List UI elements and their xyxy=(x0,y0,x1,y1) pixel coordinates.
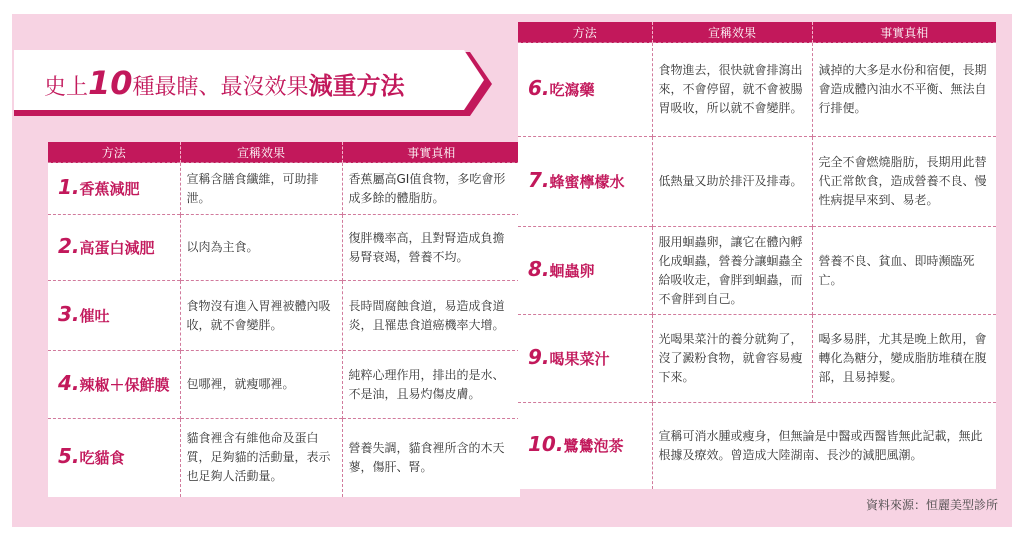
claim-cell: 光喝果菜汁的養分就夠了，沒了澱粉食物，就會容易瘦下來。 xyxy=(652,315,812,403)
claim-cell: 包哪裡，就瘦哪裡。 xyxy=(180,351,342,419)
page-title xyxy=(44,64,405,102)
table-header-row xyxy=(518,22,996,43)
table-row xyxy=(48,351,520,419)
claim-cell: 低熱量又助於排汗及排毒。 xyxy=(652,137,812,227)
table-header-row xyxy=(48,142,520,163)
method-name: 5.吃貓食 xyxy=(48,419,180,497)
header-method: 方法 xyxy=(48,142,180,163)
fact-cell: 完全不會燃燒脂肪，長期用此替代正常飲食，造成營養不良、慢性病提早來到、易老。 xyxy=(812,137,996,227)
method-name: 3.催吐 xyxy=(48,281,180,351)
claim-cell: 食物沒有進入胃裡被體內吸收，就不會變胖。 xyxy=(180,281,342,351)
header-claim: 宣稱效果 xyxy=(652,22,812,43)
table-row xyxy=(48,215,520,281)
title-number: 10 xyxy=(88,64,133,102)
method-name: 2.高蛋白減肥 xyxy=(48,215,180,281)
table-row xyxy=(518,227,996,315)
table-row xyxy=(518,315,996,403)
table-row xyxy=(48,163,520,215)
table-row xyxy=(518,403,996,489)
method-name: 1.香蕉減肥 xyxy=(48,163,180,215)
claim-cell: 貓食裡含有維他命及蛋白質，足夠貓的活動量，表示也足夠人活動量。 xyxy=(180,419,342,497)
method-name: 8.蛔蟲卵 xyxy=(518,227,652,315)
fact-cell: 喝多易胖，尤其是晚上飲用，會轉化為糖分，變成脂肪堆積在腹部，且易掉髮。 xyxy=(812,315,996,403)
title-strong: 減重方法 xyxy=(308,72,405,100)
claim-cell: 宣稱含膳食纖維，可助排泄。 xyxy=(180,163,342,215)
claim-cell: 服用蛔蟲卵，讓它在體內孵化成蛔蟲，營養分讓蛔蟲全給吸收走，會胖到蛔蟲，而不會胖到自己。 xyxy=(652,227,812,315)
methods-table-right xyxy=(518,22,996,489)
claim-cell: 以肉為主食。 xyxy=(180,215,342,281)
header-claim: 宣稱效果 xyxy=(180,142,342,163)
fact-cell: 復胖機率高，且對腎造成負擔易腎衰竭，營養不均。 xyxy=(342,215,520,281)
table-row xyxy=(518,43,996,137)
header-fact: 事實真相 xyxy=(342,142,520,163)
header-method: 方法 xyxy=(518,22,652,43)
table-row xyxy=(48,419,520,497)
fact-cell: 香蕉屬高GI值食物，多吃會形成多餘的體脂肪。 xyxy=(342,163,520,215)
fact-cell: 營養不良、貧血、即時瀕臨死亡。 xyxy=(812,227,996,315)
methods-table-left xyxy=(48,142,520,497)
fact-cell: 營養失調，貓食裡所含的木天蓼，傷肝、腎。 xyxy=(342,419,520,497)
table-row xyxy=(48,281,520,351)
claim-cell: 食物進去，很快就會排瀉出來，不會停留，就不會被腸胃吸收，所以就不會變胖。 xyxy=(652,43,812,137)
method-name: 4.辣椒＋保鮮膜 xyxy=(48,351,180,419)
source-note: 資料來源：恒麗美型診所 xyxy=(865,498,998,512)
fact-cell: 減掉的大多是水份和宿便，長期會造成體內油水不平衡、無法自行排便。 xyxy=(812,43,996,137)
fact-cell: 純粹心理作用，排出的是水、不是油，且易灼傷皮膚。 xyxy=(342,351,520,419)
method-name: 10.鷺鷥泡茶 xyxy=(518,403,652,489)
claim-fact-cell: 宣稱可消水腫或瘦身，但無論是中醫或西醫皆無此記載，無此根據及療效。曾造成大陸湖南、長沙的減肥風潮。 xyxy=(652,403,996,489)
title-prefix: 史上 xyxy=(44,75,89,100)
header-fact: 事實真相 xyxy=(812,22,996,43)
title-middle: 種最瞎、最沒效果 xyxy=(132,75,309,100)
method-name: 9.喝果菜汁 xyxy=(518,315,652,403)
method-name: 6.吃瀉藥 xyxy=(518,43,652,137)
table-row xyxy=(518,137,996,227)
fact-cell: 長時間腐蝕食道，易造成食道炎，且罹患食道癌機率大增。 xyxy=(342,281,520,351)
method-name: 7.蜂蜜檸檬水 xyxy=(518,137,652,227)
